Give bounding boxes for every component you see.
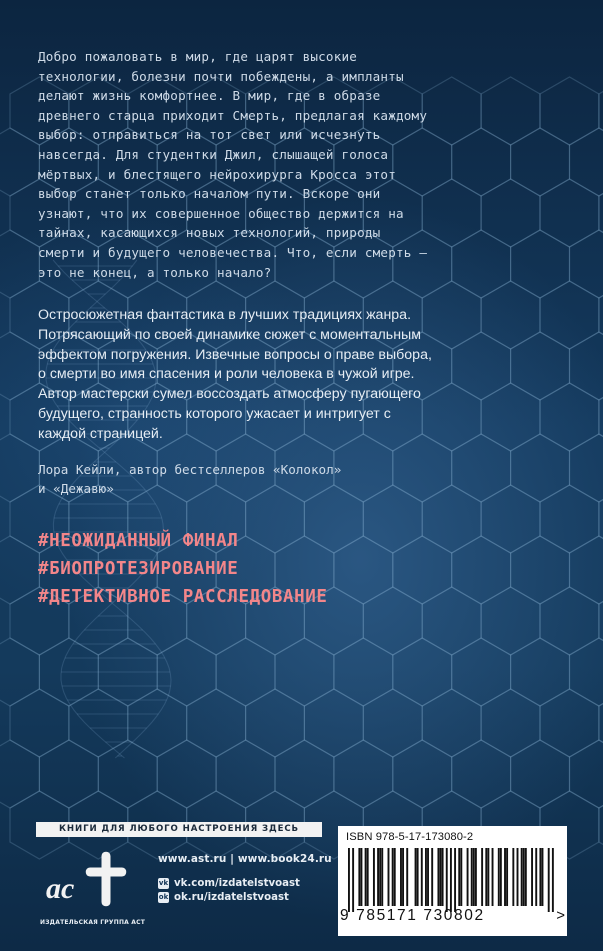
background-hexagon: [599, 587, 603, 655]
background-hexagon: [216, 740, 275, 808]
barcode-bar: [400, 848, 402, 906]
background-hexagon: [452, 536, 511, 604]
barcode-bar: [481, 848, 483, 906]
background-hexagon: [0, 332, 39, 400]
intro-line: это не конец, а только начало?: [38, 264, 272, 280]
barcode-bar: [442, 848, 444, 906]
background-hexagon: [570, 332, 603, 400]
background-hexagon: [540, 587, 599, 655]
svg-text:ас: ас: [46, 872, 75, 905]
barcode-bar: [531, 848, 533, 906]
barcode-bar: [492, 848, 494, 906]
background-hexagon: [393, 740, 452, 808]
barcode-bar: [542, 848, 544, 906]
background-hexagon: [275, 638, 334, 706]
background-hexagon: [570, 230, 603, 298]
background-hexagon: [128, 689, 187, 757]
barcode-bar: [467, 848, 469, 906]
background-hexagon: [599, 77, 603, 145]
barcode-bar: [473, 848, 475, 906]
barcode-bar: [392, 848, 394, 906]
barcode-bar: [440, 848, 442, 906]
background-hexagon: [599, 791, 603, 859]
barcode-bar: [365, 848, 367, 906]
attribution-line: Лора Кейли, автор бестселлеров «Колокол»: [38, 462, 342, 477]
background-hexagon: [0, 536, 39, 604]
barcode-bar: [525, 848, 527, 906]
hashtag: #НЕОЖИДАННЫЙ ФИНАЛ: [38, 531, 239, 551]
background-hexagon: [511, 740, 570, 808]
vk-icon: vk: [158, 879, 169, 887]
intro-line: Добро пожаловать в мир, где царят высокие: [38, 49, 358, 64]
barcode-bar: [406, 848, 408, 906]
barcode-bar: [485, 848, 487, 906]
background-hexagon: [0, 638, 39, 706]
barcode: [348, 848, 554, 912]
attribution-line: и «Дежавю»: [38, 480, 114, 496]
isbn-barcode-box: [338, 826, 567, 936]
background-hexagon: [570, 434, 603, 502]
barcode-bar: [552, 848, 554, 912]
background-hexagon: [69, 689, 128, 757]
barcode-bar: [450, 848, 452, 912]
intro-line: узнают, что их совершенное общество держится на: [38, 205, 404, 221]
background-hexagon: [363, 587, 422, 655]
barcode-bar: [506, 848, 508, 906]
background-hexagon: [422, 689, 481, 757]
publisher-caption: ИЗДАТЕЛЬСКАЯ ГРУППА АСТ: [40, 919, 146, 926]
background-hexagon: [599, 281, 603, 349]
barcode-arrow: >: [556, 907, 565, 924]
review-paragraph: [38, 306, 568, 445]
barcode-bar: [427, 848, 429, 906]
intro-line: смерти и будущего человечества. Что, если смерть —: [38, 244, 428, 260]
intro-line: выбор: отправиться на тот свет или исчезнуть: [38, 127, 381, 143]
hashtag: #ДЕТЕКТИВНОЕ РАССЛЕДОВАНИЕ: [38, 587, 328, 607]
review-line: Автор мастерски сумел воссоздать атмосферу пугающего: [38, 386, 421, 403]
background-hexagon: [570, 638, 603, 706]
barcode-bar: [539, 848, 541, 906]
barcode-bar: [394, 848, 396, 906]
barcode-bar: [471, 848, 473, 906]
isbn-number: ISBN 978-5-17-173080-2: [346, 831, 474, 843]
background-hexagon: [304, 689, 363, 757]
barcode-bar: [360, 848, 362, 906]
intro-line: древнего старца приходит Смерть, предлагая каждому: [38, 107, 428, 123]
vk-link[interactable]: [158, 878, 332, 889]
background-hexagon: [599, 485, 603, 553]
barcode-bar: [498, 848, 500, 906]
review-line: эффектом погружения. Извечные вопросы о праве выбора,: [38, 346, 432, 363]
background-hexagon: [570, 740, 603, 808]
ok-handle: ok.ru/izdatelstvoast: [174, 892, 289, 903]
barcode-bar: [458, 848, 460, 906]
barcode-bar: [460, 848, 462, 906]
publisher-links: [158, 853, 332, 903]
barcode-bar: [379, 848, 381, 906]
barcode-bar: [500, 848, 502, 906]
background-hexagon: [98, 740, 157, 808]
barcode-bar: [446, 848, 448, 912]
background-hexagon: [599, 689, 603, 757]
intro-line: технологии, болезни почти побеждены, а импланты: [38, 68, 404, 84]
ok-icon: ok: [158, 893, 169, 901]
barcode-bar: [431, 848, 433, 906]
website-links[interactable]: www.ast.ru | www.book24.ru: [158, 853, 332, 865]
barcode-bar: [352, 848, 354, 912]
barcode-bar: [523, 848, 525, 906]
ok-link[interactable]: [158, 892, 332, 903]
barcode-bar: [437, 848, 439, 906]
ast-logo: [38, 848, 146, 918]
background-hexagon: [393, 536, 452, 604]
background-hexagon: [452, 740, 511, 808]
background-hexagon: [334, 638, 393, 706]
hashtag: #БИОПРОТЕЗИРОВАНИЕ: [38, 559, 239, 579]
background-hexagon: [363, 689, 422, 757]
background-hexagon: [599, 179, 603, 247]
background-hexagon: [570, 536, 603, 604]
background-hexagon: [187, 689, 246, 757]
barcode-bar: [512, 848, 514, 906]
review-line: будущего, странность которого ужасает и интригует с: [38, 405, 391, 422]
barcode-bar: [521, 848, 523, 906]
background-hexagon: [511, 638, 570, 706]
intro-line: тайнах, касающихся новых технологий, природы: [38, 225, 381, 241]
background-hexagon: [216, 638, 275, 706]
background-hexagon: [157, 740, 216, 808]
review-line: каждой страницей.: [38, 425, 163, 442]
background-hexagon: [334, 536, 393, 604]
barcode-bar: [367, 848, 369, 906]
barcode-bar: [358, 848, 360, 906]
review-line: Остросюжетная фантастика в лучших традициях жанра.: [38, 307, 412, 323]
barcode-bar: [421, 848, 423, 906]
barcode-bar: [388, 848, 390, 906]
background-hexagon: [481, 587, 540, 655]
background-hexagon: [570, 128, 603, 196]
background-hexagon: [39, 740, 98, 808]
background-hexagon: [0, 740, 39, 808]
barcode-bar: [402, 848, 404, 906]
annotation-intro: [38, 47, 568, 282]
slogan-banner: КНИГИ ДЛЯ ЛЮБОГО НАСТРОЕНИЯ ЗДЕСЬ: [36, 822, 322, 837]
background-hexagon: [599, 383, 603, 451]
barcode-bar: [517, 848, 519, 906]
barcode-bar: [417, 848, 419, 906]
background-hexagon: [0, 128, 39, 196]
background-hexagon: [246, 689, 305, 757]
barcode-digits: 9 785171 730802: [340, 907, 485, 924]
review-line: о смерти во имя спасения и роли человека в чужой игре.: [38, 366, 415, 383]
barcode-bar: [535, 848, 537, 906]
hashtag-list: [38, 527, 328, 611]
intro-line: навсегда. Для студентки Джил, слышащей голоса: [38, 146, 389, 162]
barcode-bar: [425, 848, 427, 906]
barcode-bar: [454, 848, 456, 912]
barcode-bar: [373, 848, 375, 906]
background-hexagon: [334, 740, 393, 808]
background-hexagon: [0, 230, 39, 298]
barcode-bar: [548, 848, 550, 912]
background-hexagon: [452, 638, 511, 706]
background-hexagon: [511, 536, 570, 604]
background-hexagon: [422, 587, 481, 655]
barcode-bar: [475, 848, 477, 906]
background-hexagon: [540, 689, 599, 757]
barcode-bar: [504, 848, 506, 906]
intro-line: делают жизнь комфортнее. В мир, где в образе: [38, 88, 381, 104]
background-hexagon: [393, 638, 452, 706]
barcode-bar: [377, 848, 379, 906]
vk-handle: vk.com/izdatelstvoast: [174, 878, 300, 889]
intro-line: выбор станет только началом пути. Вскоре они: [38, 186, 381, 202]
background-hexagon: [0, 434, 39, 502]
barcode-bar: [415, 848, 417, 906]
background-hexagon: [481, 689, 540, 757]
background-hexagon: [275, 740, 334, 808]
barcode-bar: [348, 848, 350, 912]
review-attribution: [38, 461, 568, 498]
review-line: Потрясающий по своей динамике сюжет с моментальным: [38, 326, 421, 343]
barcode-bar: [381, 848, 383, 906]
background-hexagon: [10, 689, 69, 757]
intro-line: мёртвых, и блестящего нейрохирурга Кросса этот: [38, 166, 396, 182]
barcode-bar: [487, 848, 489, 906]
